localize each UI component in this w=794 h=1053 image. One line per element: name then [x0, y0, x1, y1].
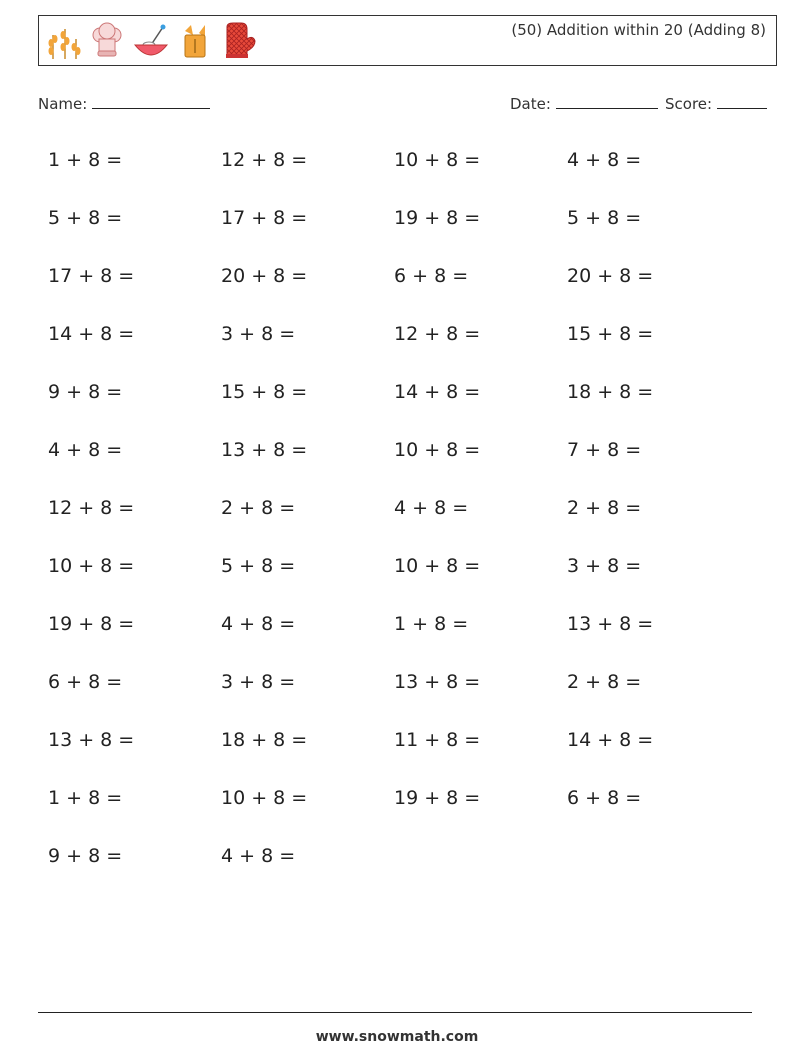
problem-item: 5 + 8 = [567, 207, 642, 229]
score-field [665, 94, 767, 113]
problem-item: 14 + 8 = [567, 729, 654, 751]
date-field [510, 94, 658, 113]
problem-item: 13 + 8 = [394, 671, 481, 693]
problem-item: 15 + 8 = [221, 381, 308, 403]
oven-mitt-icon [219, 21, 259, 61]
name-field [38, 94, 210, 113]
problem-item: 3 + 8 = [221, 671, 296, 693]
problem-item: 14 + 8 = [48, 323, 135, 345]
problem-item: 7 + 8 = [567, 439, 642, 461]
problem-item: 6 + 8 = [48, 671, 123, 693]
problem-item: 20 + 8 = [567, 265, 654, 287]
problem-item: 11 + 8 = [394, 729, 481, 751]
problem-item: 15 + 8 = [567, 323, 654, 345]
problem-grid [48, 138, 748, 892]
icon-strip [43, 20, 263, 62]
problem-item: 4 + 8 = [221, 845, 296, 867]
problem-item: 17 + 8 = [48, 265, 135, 287]
problem-item: 2 + 8 = [567, 497, 642, 519]
problem-item: 10 + 8 = [394, 439, 481, 461]
problem-item: 19 + 8 = [394, 207, 481, 229]
score-label: Score: [665, 95, 713, 113]
problem-item: 4 + 8 = [48, 439, 123, 461]
problem-item: 13 + 8 = [48, 729, 135, 751]
problem-item: 10 + 8 = [221, 787, 308, 809]
mixing-bowl-icon [131, 21, 171, 61]
problem-item: 5 + 8 = [221, 555, 296, 577]
problem-item: 4 + 8 = [221, 613, 296, 635]
footer-divider [38, 1012, 752, 1013]
problem-item: 1 + 8 = [394, 613, 469, 635]
name-label: Name: [38, 95, 88, 113]
problem-item: 5 + 8 = [48, 207, 123, 229]
problem-item: 3 + 8 = [567, 555, 642, 577]
footer-website: www.snowmath.com [315, 1029, 479, 1045]
problem-item: 20 + 8 = [221, 265, 308, 287]
problem-item: 17 + 8 = [221, 207, 308, 229]
problem-item: 10 + 8 = [48, 555, 135, 577]
problem-item: 12 + 8 = [221, 149, 308, 171]
problem-item: 18 + 8 = [221, 729, 308, 751]
problem-item: 6 + 8 = [567, 787, 642, 809]
problem-item: 19 + 8 = [394, 787, 481, 809]
problem-item: 19 + 8 = [48, 613, 135, 635]
problem-item: 12 + 8 = [394, 323, 481, 345]
chef-hat-icon [87, 21, 127, 61]
problem-item: 12 + 8 = [48, 497, 135, 519]
problem-item: 9 + 8 = [48, 381, 123, 403]
worksheet-title: (50) Addition within 20 (Adding 8) [511, 21, 766, 39]
problem-item: 1 + 8 = [48, 149, 123, 171]
problem-item: 10 + 8 = [394, 555, 481, 577]
date-label: Date: [510, 95, 551, 113]
bread-bag-icon [175, 21, 215, 61]
score-blank[interactable] [717, 94, 767, 109]
problem-item: 18 + 8 = [567, 381, 654, 403]
name-blank[interactable] [92, 94, 210, 109]
date-blank[interactable] [556, 94, 658, 109]
problem-item: 13 + 8 = [567, 613, 654, 635]
problem-item: 2 + 8 = [221, 497, 296, 519]
problem-item: 2 + 8 = [567, 671, 642, 693]
problem-item: 14 + 8 = [394, 381, 481, 403]
problem-item: 4 + 8 = [394, 497, 469, 519]
problem-item: 1 + 8 = [48, 787, 123, 809]
problem-item: 10 + 8 = [394, 149, 481, 171]
problem-item: 6 + 8 = [394, 265, 469, 287]
header-box [38, 15, 777, 66]
problem-item: 13 + 8 = [221, 439, 308, 461]
problem-item: 4 + 8 = [567, 149, 642, 171]
problem-item: 9 + 8 = [48, 845, 123, 867]
wheat-icon [43, 21, 83, 61]
problem-item: 3 + 8 = [221, 323, 296, 345]
